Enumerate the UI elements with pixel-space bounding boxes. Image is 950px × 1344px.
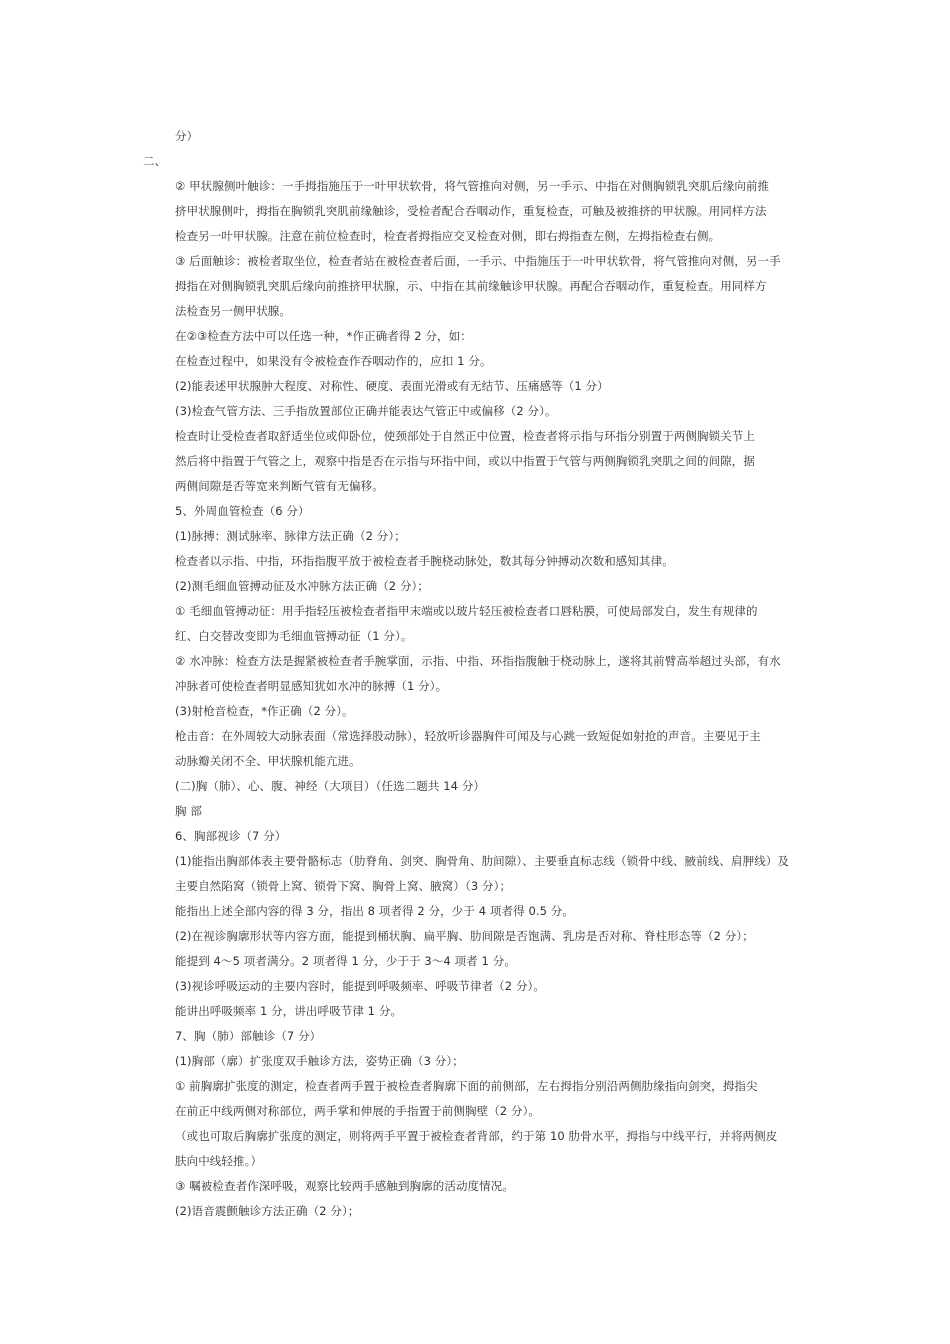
- text-line: 法检查另一侧甲状腺。: [175, 304, 291, 318]
- text-line: (2)测毛细血管搏动征及水冲脉方法正确（2 分）；: [175, 579, 430, 593]
- text-line: 拇指在对侧胸锁乳突肌后缘向前推挤甲状腺，示、中指在其前缘触诊甲状腺。再配合吞咽动作，重复检查。用同样方: [175, 279, 767, 293]
- section-marker: 二、: [143, 154, 167, 168]
- text-line: 挤甲状腺侧叶，拇指在胸锁乳突肌前缘触诊，受检者配合吞咽动作，重复检查，可触及被推挤的甲状腺。用同样方法: [175, 204, 767, 218]
- text-line: （或也可取后胸廓扩张度的测定，则将两手平置于被检查者背部，约于第 10 肋骨水平，拇指与中线平行，并将两侧皮: [175, 1129, 778, 1143]
- section-heading: 7、胸（肺）部触诊（7 分）: [175, 1029, 322, 1043]
- text-line: 两侧间隙是否等宽来判断气管有无偏移。: [175, 479, 384, 493]
- text-line: 枪击音：在外周较大动脉表面（常选择股动脉），轻放听诊器胸件可闻及与心跳一致短促如射抢的声音。主要见于主: [175, 729, 761, 743]
- text-line: (1)胸部（廓）扩张度双手触诊方法，姿势正确（3 分）；: [175, 1054, 464, 1068]
- text-line: ① 毛细血管搏动征：用手指轻压被检查者指甲末端或以玻片轻压被检查者口唇粘膜，可使局部发白，发生有规律的: [175, 604, 758, 618]
- text-line: (2)能表述甲状腺肿大程度、对称性、硬度、表面光滑或有无结节、压痛感等（1 分）: [175, 379, 609, 393]
- section-heading: (二)胸（肺）、心、腹、神经（大项目）（任选二题共 14 分）: [175, 779, 486, 793]
- text-line: 检查者以示指、中指，环指指腹平放于被检查者手腕桡动脉处，数其每分钟搏动次数和感知其律。: [175, 554, 674, 568]
- text-line: 能讲出呼吸频率 1 分，讲出呼吸节律 1 分。: [175, 1004, 403, 1018]
- text-line: 冲脉者可使检查者明显感知犹如水冲的脉搏（1 分）。: [175, 679, 448, 693]
- text-line: (3)视诊呼吸运动的主要内容时，能提到呼吸频率、呼吸节律者（2 分）。: [175, 979, 546, 993]
- text-line: 在②③检查方法中可以任选一种，*作正确者得 2 分，如：: [175, 329, 472, 343]
- text-line: (2)语音震颤触诊方法正确（2 分）；: [175, 1204, 360, 1218]
- text-line: 红、白交替改变即为毛细血管搏动征（1 分）。: [175, 629, 413, 643]
- text-line: ③ 后面触诊：被检者取坐位，检查者站在被检查者后面，一手示、中指施压于一叶甲状软骨，将气管推向对侧，另一手: [175, 254, 781, 268]
- text-line: 然后将中指置于气管之上，观察中指是否在示指与环指中间，或以中指置于气管与两侧胸锁乳突肌之间的间隙，据: [175, 454, 755, 468]
- text-line: 动脉瓣关闭不全、甲状腺机能亢进。: [175, 754, 361, 768]
- text-line: (2)在视诊胸廓形状等内容方面，能提到桶状胸、扁平胸、肋间隙是否饱满、乳房是否对称、脊柱形态等（2 分）；: [175, 929, 754, 943]
- text-line: 在检查过程中，如果没有令被检查作吞咽动作的，应扣 1 分。: [175, 354, 492, 368]
- text-line: 主要自然陷窝（锁骨上窝、锁骨下窝、胸骨上窝、腋窝）（3 分）；: [175, 879, 512, 893]
- text-line: ② 甲状腺侧叶触诊：一手拇指施压于一叶甲状软骨，将气管推向对侧，另一手示、中指在对侧胸锁乳突肌后缘向前推: [175, 179, 770, 193]
- text-line: 检查时让受检查者取舒适坐位或仰卧位，使颈部处于自然正中位置，检查者将示指与环指分别置于两侧胸锁关节上: [175, 429, 755, 443]
- text-line: (3)检查气管方法、三手指放置部位正确并能表达气管正中或偏移（2 分）。: [175, 404, 557, 418]
- text-line: ① 前胸廓扩张度的测定，检查者两手置于被检查者胸廓下面的前侧部，左右拇指分别沿两侧肋缘指向剑突，拇指尖: [175, 1079, 758, 1093]
- text-line: ③ 嘱被检查者作深呼吸，观察比较两手感触到胸廓的活动度情况。: [175, 1179, 514, 1193]
- text-line: 分）: [175, 129, 199, 143]
- text-line: 在前正中线两侧对称部位，两手掌和伸展的手指置于前侧胸壁（2 分）。: [175, 1104, 541, 1118]
- text-line: (1)脉搏：测试脉率、脉律方法正确（2 分）；: [175, 529, 406, 543]
- text-line: (1)能指出胸部体表主要骨骼标志（肋脊角、剑突、胸骨角、肋间隙）、主要垂直标志线（锁骨中线、腋前线、肩胛线）及: [175, 854, 790, 868]
- text-line: ② 水冲脉：检查方法是握紧被检查者手腕掌面，示指、中指、环指指腹触于桡动脉上，遂将其前臂高举超过头部，有水: [175, 654, 781, 668]
- section-heading: 6、胸部视诊（7 分）: [175, 829, 287, 843]
- section-heading: 胸 部: [175, 804, 202, 818]
- text-line: 检查另一叶甲状腺。注意在前位检查时，检查者拇指应交叉检查对侧，即右拇指查左侧，左拇指检查右侧。: [175, 229, 721, 243]
- text-line: 能指出上述全部内容的得 3 分，指出 8 项者得 2 分，少于 4 项者得 0.5 分。: [175, 904, 575, 918]
- text-line: 能提到 4～5 项者满分。2 项者得 1 分，少于于 3～4 项者 1 分。: [175, 954, 516, 968]
- section-heading: 5、外周血管检查（6 分）: [175, 504, 310, 518]
- text-line: 肤向中线轻推。）: [175, 1154, 263, 1168]
- text-line: (3)射枪音检查，*作正确（2 分）。: [175, 704, 354, 718]
